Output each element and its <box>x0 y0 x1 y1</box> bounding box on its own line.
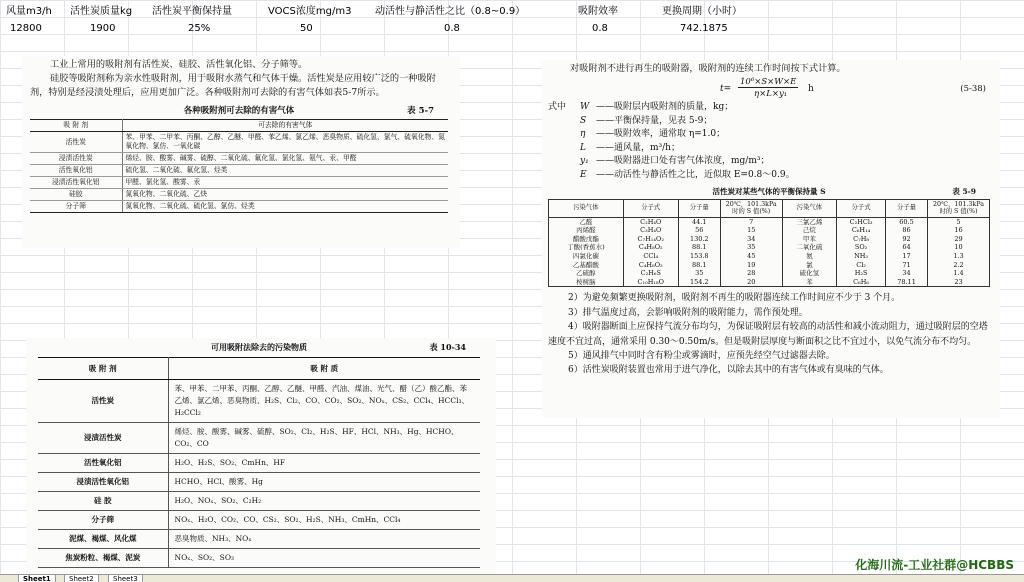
removable-gases: 氮氧化物、二氧化硫、硫化氢、氯仿、烃类 <box>122 201 448 213</box>
value-adsorption-efficiency[interactable]: 0.8 <box>592 23 608 34</box>
header-replacement-period[interactable]: 更换周期（小时） <box>662 6 742 17</box>
adsorbent-name: 浸渍活性氧化铝 <box>30 177 122 189</box>
table59-cell: 硫化氢 <box>782 269 836 278</box>
table1034-caption <box>38 342 480 353</box>
adsorbates: NOₓ、SO₂、SO₃ <box>168 549 480 568</box>
table59-cell: C₆H₁₄ <box>837 226 886 235</box>
table59-cell: 34 <box>886 269 928 278</box>
table59-cell: 130.2 <box>678 235 720 244</box>
table59-cell: 乙基醋酸 <box>549 261 624 270</box>
table59-cell: C₇H₈ <box>837 235 886 244</box>
table59-cell: 桉树脑 <box>549 278 624 287</box>
table59-cell: 氨 <box>782 252 836 261</box>
table1034-number: 表 10-34 <box>429 342 466 352</box>
table59-cell: 1.3 <box>928 252 990 261</box>
table59-cell: 苯 <box>782 278 836 287</box>
table57-number: 表 5-7 <box>407 106 434 116</box>
formula-denominator: η×L×y₁ <box>754 89 788 99</box>
adsorbent-name: 活性氧化铝 <box>38 454 168 473</box>
table59-cell: C₃H₄O <box>623 226 678 235</box>
scan-adsorbent-intro[interactable] <box>22 56 460 248</box>
def-symbol: E <box>580 169 587 180</box>
def-text: ——吸附层内吸附剂的质量，kg； <box>596 102 734 112</box>
table59-cell: 己烷 <box>782 226 836 235</box>
adsorbent-name: 活性氧化铝 <box>30 165 122 177</box>
tab-sheet2[interactable]: Sheet2 <box>64 575 99 582</box>
table-row <box>30 189 448 201</box>
def-text: ——动活性与静活性之比，近似取 E=0.8～0.9。 <box>596 169 795 180</box>
table59-cell: 23 <box>928 278 990 287</box>
table59-cell: 丙烯醛 <box>549 226 624 235</box>
table-row <box>38 380 480 423</box>
table59-cell: 88.1 <box>678 261 720 270</box>
scan-table-10-34[interactable] <box>26 338 496 574</box>
note-5: 5）通风排气中同时含有粉尘或雾滴时，应预先经空气过滤器去除。 <box>568 350 835 361</box>
table59-caption <box>548 186 990 197</box>
header-airflow[interactable]: 风量m3/h <box>6 6 52 17</box>
def-symbol: L <box>580 142 586 153</box>
table-row <box>549 269 990 278</box>
note-6: 6）活性炭吸附装置也常用于进气净化，以除去其中的有害气体或有臭味的气体。 <box>568 365 889 376</box>
table59-body <box>549 217 990 287</box>
removable-gases: 甲醛、氯化氢、酸雾、汞 <box>122 177 448 189</box>
table-row <box>30 165 448 177</box>
table-row <box>30 132 448 153</box>
table-row <box>549 261 990 270</box>
table59-cell: 29 <box>928 235 990 244</box>
table57-col1: 吸 附 剂 <box>30 120 122 132</box>
removable-gases: 烯烃、胺、酸雾、碱雾、硫醇、二氧化硫、氟化氢、氯化氢、氨气、汞、甲醛 <box>122 153 448 165</box>
table-row <box>38 423 480 454</box>
table59-cell: NH₃ <box>837 252 886 261</box>
value-row[interactable] <box>0 21 1024 38</box>
def-text: ——吸附效率，通常取 η=1.0； <box>596 129 726 140</box>
table59-number: 表 5-9 <box>952 186 976 196</box>
table59-header: 分子式 <box>837 199 886 217</box>
table59-cell: C₄H₈O₂ <box>623 243 678 252</box>
table-row <box>38 454 480 473</box>
table59-cell: 丁酸(香蕉水) <box>549 243 624 252</box>
removable-gases: 氮氧化物、二氧化硫、乙炔 <box>122 189 448 201</box>
table59-cell: 78.11 <box>886 278 928 287</box>
scan-adsorption-formula[interactable] <box>542 60 1000 418</box>
table59-cell: SO₂ <box>837 243 886 252</box>
table-row <box>549 226 990 235</box>
header-vocs-concentration[interactable]: VOCS浓度mg/m3 <box>268 6 352 17</box>
table59-header: 20℃，101.3kPa时的 S 值(%) <box>720 199 782 217</box>
def-l <box>548 142 990 156</box>
header-adsorption-efficiency[interactable]: 吸附效率 <box>578 6 618 17</box>
table-row <box>549 243 990 252</box>
table59-cell: C₄H₈O₂ <box>623 261 678 270</box>
def-symbol: y₁ <box>580 156 589 167</box>
adsorbent-name: 浸渍活性炭 <box>30 153 122 165</box>
header-balance-retention[interactable]: 活性炭平衡保持量 <box>152 6 232 17</box>
table59-cell: 60.5 <box>886 217 928 226</box>
def-s <box>548 115 990 129</box>
table59-cell: 7 <box>720 217 782 226</box>
table59-cell: 45 <box>720 252 782 261</box>
table-row <box>30 177 448 189</box>
table59-cell: 乙硫醇 <box>549 269 624 278</box>
table59-cell: 16 <box>928 226 990 235</box>
table-row <box>549 252 990 261</box>
value-replacement-period[interactable]: 742.1875 <box>680 23 728 34</box>
table57 <box>30 119 448 213</box>
value-airflow[interactable]: 12800 <box>10 23 42 34</box>
adsorbent-name: 浸渍活性炭 <box>38 423 168 454</box>
table59-cell: C₂H₄O <box>623 217 678 226</box>
table59-cell: 19 <box>720 261 782 270</box>
table59-cell: C₁₀H₁₈O <box>623 278 678 287</box>
table59-cell: 二氧化硫 <box>782 243 836 252</box>
table-row <box>549 278 990 287</box>
adsorbates: 恶臭物质、NH₃、NOₓ <box>168 530 480 549</box>
adsorbates: 苯、甲苯、二甲苯、丙酮、乙醇、乙醚、甲醛、汽油、煤油、光气、醋（乙）酸乙酯、苯乙烯、氯乙烯、恶臭物质、H₂S、Cl₂、CO、CO₂、SO₂、NOₓ、CS₂、CCl₄、HCCl₃、H₂CCl₂ <box>168 380 480 423</box>
table59-cell: 64 <box>886 243 928 252</box>
value-carbon-mass[interactable]: 1900 <box>90 23 116 34</box>
table59-cell: 醋酸戊酯 <box>549 235 624 244</box>
table-row <box>38 492 480 511</box>
def-y1 <box>548 155 990 169</box>
table-row <box>38 511 480 530</box>
adsorbent-name: 焦炭粉粒、褐煤、泥炭 <box>38 549 168 568</box>
def-text: ——平衡保持量，见表 5-9； <box>596 115 713 126</box>
formula-unit: h <box>808 84 814 94</box>
removable-gases: 苯、甲苯、二甲苯、丙酮、乙醇、乙醚、甲醛、苯乙烯、氯乙烯、恶臭物质、硫化氢、氯气、硫氧化物、氮氧化物、氯仿、一氧化碳 <box>122 132 448 153</box>
table59-cell: 71 <box>886 261 928 270</box>
table59-cell: 氯 <box>782 261 836 270</box>
table59-cell: 5 <box>928 217 990 226</box>
def-e <box>548 169 990 183</box>
table1034 <box>38 357 480 568</box>
formula-number: (5-38) <box>960 84 986 94</box>
table59-cell: CCl₄ <box>623 252 678 261</box>
table1034-title: 可用吸附法除去的污染物质 <box>211 342 307 352</box>
value-vocs-concentration[interactable]: 50 <box>300 23 313 34</box>
removable-gases: 硫化氢、二氧化硫、氟化氢、烃类 <box>122 165 448 177</box>
adsorbates: 烯烃、胺、酸雾、碱雾、硫醇、SO₂、Cl₂、H₂S、HF、HCl、NH₃、Hg、HCHO、CO₂、CO <box>168 423 480 454</box>
table59-cell: 154.2 <box>678 278 720 287</box>
table59-cell: 三氯乙烯 <box>782 217 836 226</box>
table59-cell: 88.1 <box>678 243 720 252</box>
table-row <box>38 473 480 492</box>
sheet-tabs[interactable] <box>0 574 1024 582</box>
adsorbent-name: 泥煤、褐煤、风化煤 <box>38 530 168 549</box>
table59 <box>548 199 990 288</box>
adsorbates: HCHO、HCl、酸雾、Hg <box>168 473 480 492</box>
table59-header: 分子式 <box>623 199 678 217</box>
def-eta <box>548 128 990 142</box>
watermark: 化海川流-工业社群@HCBBS <box>855 558 1014 572</box>
value-balance-retention[interactable]: 25% <box>188 23 211 34</box>
table59-title: 活性炭对某些气体的平衡保持量 S <box>712 186 826 196</box>
table-row <box>549 235 990 244</box>
table59-cell: C₆H₆ <box>837 278 886 287</box>
adsorbent-name: 硅胶 <box>30 189 122 201</box>
def-symbol: S <box>580 115 587 126</box>
table59-cell: 17 <box>886 252 928 261</box>
notes <box>548 291 990 377</box>
adsorbent-name: 活性炭 <box>30 132 122 153</box>
adsorbent-name: 硅 胶 <box>38 492 168 511</box>
tab-sheet3[interactable]: Sheet3 <box>108 575 143 582</box>
table-row <box>549 217 990 226</box>
table59-cell: 35 <box>678 269 720 278</box>
def-text: ——吸附器进口处有害气体浓度，mg/m³； <box>596 156 770 167</box>
table-row <box>38 549 480 568</box>
table59-cell: C₇H₁₄O₂ <box>623 235 678 244</box>
def-symbol: W <box>580 102 590 112</box>
table59-cell: 92 <box>886 235 928 244</box>
table59-cell: 10 <box>928 243 990 252</box>
adsorbates: H₂O、NOₓ、SO₂、C₂H₂ <box>168 492 480 511</box>
note-4: 4）吸附器断面上应保持气流分布均匀，为保证吸附层有较高的动活性和减小流动阻力，通过吸附层的空塔速度不宜过高，通常采用 0.30～0.50m/s。但是吸附层厚度与断面积之比不宜过小，以免气流分布不均匀。 <box>548 322 988 347</box>
value-activity-ratio[interactable]: 0.8 <box>444 23 460 34</box>
formula <box>548 77 990 101</box>
table-row <box>30 201 448 213</box>
formula-lhs: t= <box>720 84 732 94</box>
table59-cell: 1.4 <box>928 269 990 278</box>
table59-header: 污染气体 <box>549 199 624 217</box>
adsorbates: H₂O、H₂S、SO₂、CmHn、HF <box>168 454 480 473</box>
note-2: 2）为避免频繁更换吸附剂，吸附剂不再生的吸附器连续工作时间应不少于 3 个月。 <box>568 293 901 304</box>
table59-cell: 56 <box>678 226 720 235</box>
table59-cell: 153.8 <box>678 252 720 261</box>
intro-paragraph-2: 硅胶等吸附剂称为亲水性吸附剂，用于吸附水蒸气和气体干燥。活性炭是应用较广泛的一种吸附剂，特别是经浸渍处理后，应用更加广泛。各种吸附剂可去除的有害气体如表5-7所示。 <box>30 73 436 98</box>
header-row[interactable] <box>0 0 1024 17</box>
table59-cell: C₂HCl₃ <box>837 217 886 226</box>
adsorbates: NOₓ、H₂O、CO₂、CO、CS₂、SO₂、H₂S、NH₃、CmHn、CCl₄ <box>168 511 480 530</box>
table59-header: 污染气体 <box>782 199 836 217</box>
table59-cell: 15 <box>720 226 782 235</box>
adsorbent-name: 分子筛 <box>38 511 168 530</box>
header-carbon-mass[interactable]: 活性炭质量kg <box>70 6 133 17</box>
tab-sheet1[interactable]: Sheet1 <box>18 575 56 582</box>
def-w <box>548 101 990 115</box>
table59-cell: 乙醛 <box>549 217 624 226</box>
def-text: ——通风量，m³/h； <box>596 142 680 153</box>
adsorbent-name: 浸渍活性氧化铝 <box>38 473 168 492</box>
table59-cell: C₂H₆S <box>623 269 678 278</box>
header-activity-ratio[interactable]: 动活性与静活性之比（0.8~0.9） <box>375 6 526 17</box>
table59-cell: 44.1 <box>678 217 720 226</box>
table59-cell: 86 <box>886 226 928 235</box>
table59-header: 分子量 <box>886 199 928 217</box>
formula-numerator: 10⁶×S×W×E <box>740 77 797 87</box>
table57-col2: 可去除的有害气体 <box>122 120 448 132</box>
formula-intro: 对吸附剂不进行再生的吸附器，吸附剂的连续工作时间按下式计算。 <box>570 63 846 74</box>
table59-header: 分子量 <box>678 199 720 217</box>
table59-cell: 34 <box>720 235 782 244</box>
table59-cell: H₂S <box>837 269 886 278</box>
table59-cell: 四氯化碳 <box>549 252 624 261</box>
where-label: 式中 <box>548 102 567 112</box>
table-row <box>38 530 480 549</box>
intro-paragraph-1: 工业上常用的吸附剂有活性炭、硅胶、活性氧化铝、分子筛等。 <box>50 59 308 70</box>
table1034-col1: 吸 附 剂 <box>38 358 168 380</box>
table-row <box>30 153 448 165</box>
note-3: 3）排气温度过高，会影响吸附剂的吸附能力，需作预处理。 <box>568 307 808 318</box>
adsorbent-name: 活性炭 <box>38 380 168 423</box>
adsorbent-name: 分子筛 <box>30 201 122 213</box>
table59-header: 20℃，101.3kPa时的 S 值(%) <box>928 199 990 217</box>
table59-cell: 20 <box>720 278 782 287</box>
table59-cell: 2.2 <box>928 261 990 270</box>
table59-cell: 35 <box>720 243 782 252</box>
table59-cell: Cl₂ <box>837 261 886 270</box>
table57-title: 各种吸附剂可去除的有害气体 <box>183 106 295 116</box>
table1034-col2: 吸 附 质 <box>168 358 480 380</box>
table57-caption <box>30 104 448 116</box>
table59-cell: 甲苯 <box>782 235 836 244</box>
def-symbol: η <box>580 129 586 140</box>
table59-cell: 28 <box>720 269 782 278</box>
